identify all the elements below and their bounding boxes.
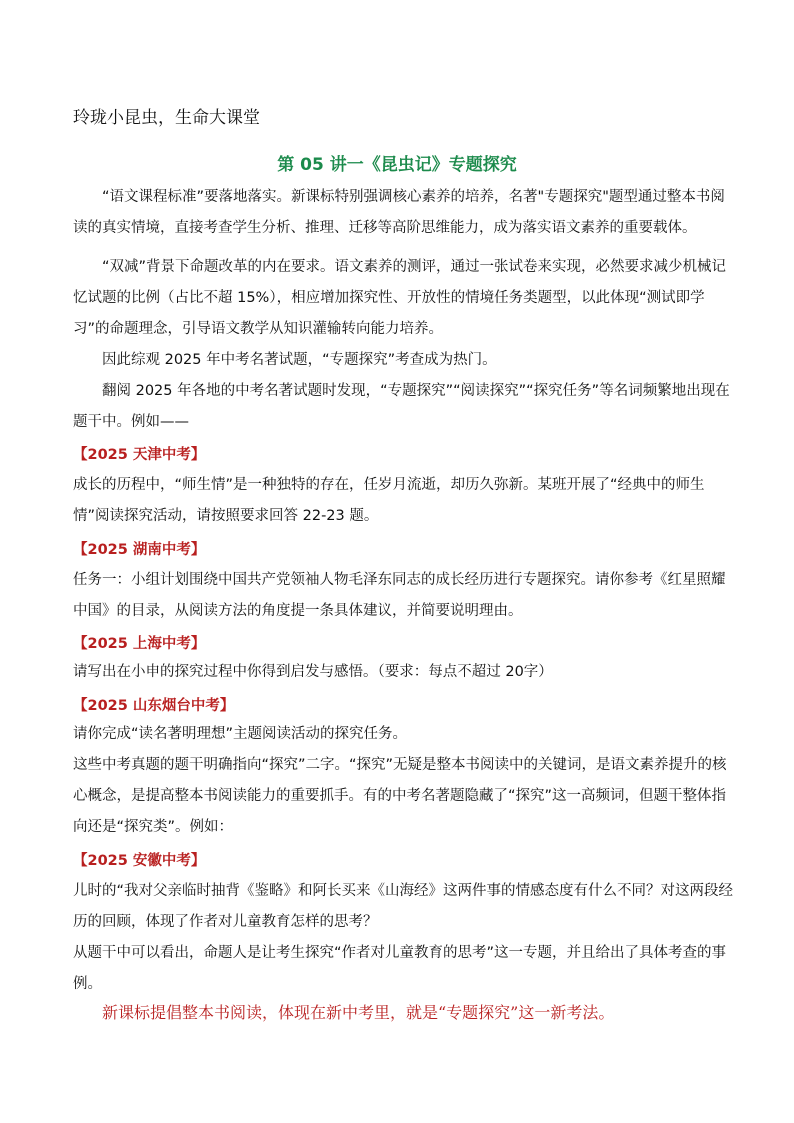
example-tag-hunan: 【2025 湖南中考】 <box>73 542 206 558</box>
conclusion-paragraph: 从题干中可以看出，命题人是让考生探究“作者对儿童教育的思考”这一专题，并且给出了具体考查的事例。 <box>73 945 727 992</box>
example-text-yantai: 请你完成“读名著明理想”主题阅读活动的探究任务。 <box>73 726 408 742</box>
example-text-tianjin: 成长的历程中，“师生情”是一种独特的存在，任岁月流逝，却历久弥新。某班开展了“经典中的师生情”阅读探究活动，请按照要求回答 22-23 题。 <box>73 477 705 524</box>
document-title: 第 05 讲一《昆虫记》专题探究 <box>277 155 517 175</box>
closing-statement: 新课标提倡整本书阅读，体现在新中考里，就是“专题探究”这一新考法。 <box>102 1003 615 1022</box>
intro-paragraph-2: “双减”背景下命题改革的内在要求。语文素养的测评，通过一张试卷来实现，必然要求减少机械记忆试题的比例（占比不超 15%），相应增加探究性、开放性的情境任务类题型，以此体现“测试即学习”的命题理念，引导语文教学从知识灌输转向能力培养。 <box>73 259 727 337</box>
example-text-shanghai: 请写出在小申的探究过程中你得到启发与感悟。（要求：每点不超过 20字） <box>73 664 553 680</box>
intro-paragraph-3: 因此综观 2025 年中考名著试题，“专题探究”考查成为热门。 <box>102 352 497 368</box>
example-text-hunan: 任务一：小组计划围绕中国共产党领袖人物毛泽东同志的成长经历进行专题探究。请你参考《红星照耀中国》的目录，从阅读方法的角度提一条具体建议，并简要说明理由。 <box>73 572 726 619</box>
example-tag-shanghai: 【2025 上海中考】 <box>73 636 206 652</box>
intro-paragraph-1: “语文课程标准”要落地落实。新课标特别强调核心素养的培养，名著"专题探究"题型通过整本书阅读的真实情境，直接考查学生分析、推理、迁移等高阶思维能力，成为落实语文素养的重要载体。 <box>73 189 725 236</box>
example-tag-anhui: 【2025 安徽中考】 <box>73 853 206 869</box>
example-tag-tianjin: 【2025 天津中考】 <box>73 447 206 463</box>
example-tag-yantai: 【2025 山东烟台中考】 <box>73 698 235 714</box>
analysis-paragraph: 这些中考真题的题干明确指向“探究”二字。“探究”无疑是整本书阅读中的关键词，是语文素养提升的核心概念，是提高整本书阅读能力的重要抓手。有的中考名著题隐藏了“探究”这一高频词，但题干整体指向还是“探究类”。例如： <box>73 757 727 835</box>
document-subtitle: 玲珑小昆虫，生命大课堂 <box>73 108 260 128</box>
intro-paragraph-4: 翻阅 2025 年各地的中考名著试题时发现，“专题探究”“阅读探究”“探究任务”等名词频繁地出现在题干中。例如—— <box>73 383 730 430</box>
example-text-anhui: 儿时的“我对父亲临时抽背《鉴略》和阿长买来《山海经》这两件事的情感态度有什么不同？对这两段经历的回顾，体现了作者对儿童教育怎样的思考？ <box>73 883 734 930</box>
